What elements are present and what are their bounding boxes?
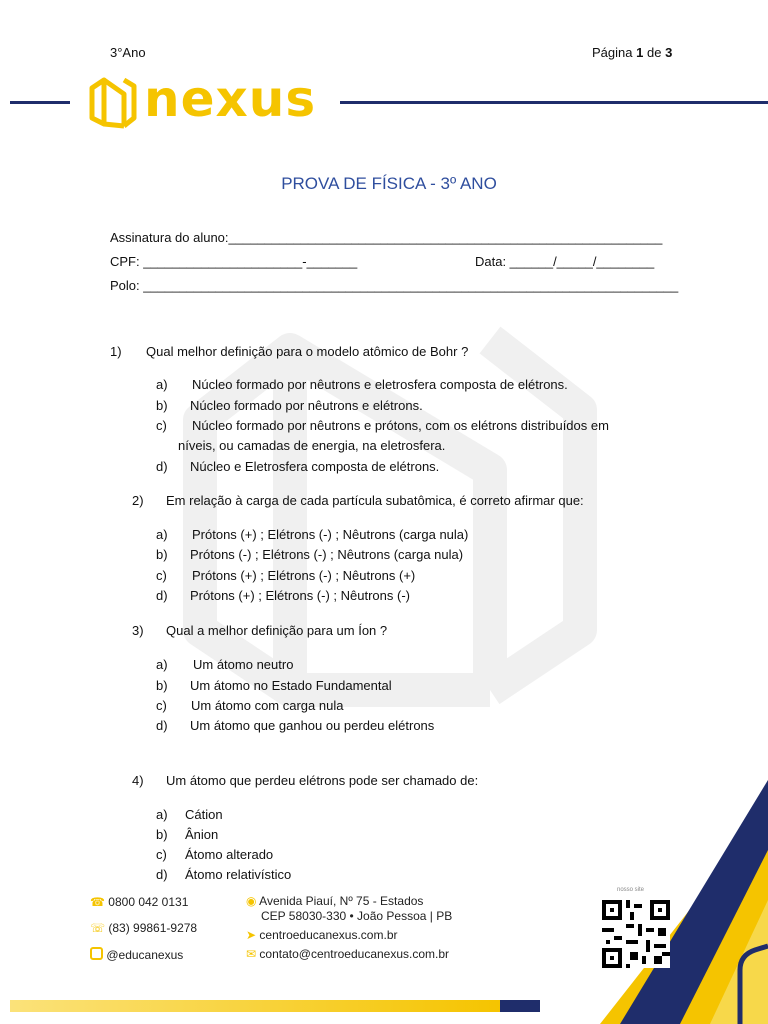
option-letter: d) [156,459,168,474]
nexus-emblem-icon [88,76,138,130]
email-contact[interactable] [246,947,449,961]
email-text: contato@centroeducanexus.com.br [259,947,450,961]
whatsapp-icon: ☏ [90,921,106,935]
option-letter: c) [156,418,167,433]
option-letter: a) [156,807,168,822]
option-letter: c) [156,847,167,862]
instagram-icon [90,947,103,960]
footer-yellow-stripe [10,1000,500,1012]
address-line-1: Avenida Piauí, Nº 75 - Estados [259,894,424,908]
option-letter: b) [156,678,168,693]
address-line-2: CEP 58030-330 • João Pessoa | PB [261,909,453,923]
option-text[interactable]: Prótons (+) ; Elétrons (-) ; Nêutrons (carga nula) [192,527,469,542]
header-line-left [10,101,70,104]
question-text: Qual melhor definição para o modelo atômico de Bohr ? [146,344,469,359]
option-text[interactable]: Ânion [185,827,219,842]
option-text[interactable]: Núcleo formado por nêutrons e elétrons. [190,398,423,413]
question-number: 3) [132,623,144,638]
option-letter: d) [156,867,168,882]
page-indicator [592,45,672,61]
option-text[interactable]: Um átomo com carga nula [191,698,344,713]
option-text[interactable]: Prótons (+) ; Elétrons (-) ; Nêutrons (+) [192,568,416,583]
page-of: de [646,45,662,60]
option-letter: a) [156,527,168,542]
option-text-continued[interactable]: níveis, ou camadas de energia, na eletrosfera. [178,438,446,453]
envelope-icon: ✉ [246,947,257,961]
question-number: 4) [132,773,144,788]
cpf-field[interactable]: CPF: ______________________-_______ [110,254,358,269]
option-letter: c) [156,568,167,583]
option-text[interactable]: Prótons (-) ; Elétrons (-) ; Nêutrons (carga nula) [190,547,464,562]
option-letter: d) [156,588,168,603]
instagram-contact[interactable] [90,947,183,962]
option-text[interactable]: Um átomo neutro [193,657,294,672]
option-letter: d) [156,718,168,733]
qr-code[interactable] [602,900,670,968]
option-letter: a) [156,377,168,392]
qr-label: nosso site [617,887,645,893]
option-text[interactable]: Cátion [185,807,223,822]
option-text[interactable]: Um átomo no Estado Fundamental [190,678,392,693]
nexus-logo [88,70,328,130]
question-number: 1) [110,344,122,359]
option-letter: b) [156,398,168,413]
question-text: Um átomo que perdeu elétrons pode ser chamado de: [166,773,479,788]
signature-field[interactable]: Assinatura do aluno:____________________________________________________________ [110,230,663,245]
option-letter: c) [156,698,167,713]
whatsapp-contact[interactable] [90,921,197,935]
instagram-text: @educanexus [106,948,184,962]
header-line-right [340,101,768,104]
option-letter: b) [156,547,168,562]
page-prefix: Página [592,45,633,60]
date-field[interactable]: Data: ______/_____/________ [475,254,655,269]
question-text: Qual a melhor definição para um Íon ? [166,623,388,638]
option-text[interactable]: Um átomo que ganhou ou perdeu elétrons [190,718,435,733]
question-number: 2) [132,493,144,508]
grade-label: 3°Ano [110,45,146,60]
address-block [246,894,423,908]
phone-text: 0800 042 0131 [108,895,189,909]
option-letter: a) [156,657,168,672]
option-text[interactable]: Núcleo e Eletrosfera composta de elétrons. [190,459,440,474]
brand-name: nexus [144,70,317,128]
phone-icon: ☎ [90,895,105,909]
phone-contact[interactable] [90,895,188,909]
option-text[interactable]: Núcleo formado por nêutrons e prótons, com os elétrons distribuídos em [192,418,609,433]
page-current: 1 [636,45,644,60]
footer-navy-stripe [500,1000,540,1012]
page-total: 3 [665,45,673,60]
location-pin-icon: ◉ [246,894,257,908]
option-text[interactable]: Átomo alterado [185,847,274,862]
website-contact[interactable] [246,928,397,942]
website-text: centroeducanexus.com.br [259,928,398,942]
option-text[interactable]: Núcleo formado por nêutrons e eletrosfera composta de elétrons. [192,377,568,392]
option-text[interactable]: Prótons (+) ; Elétrons (-) ; Nêutrons (-) [190,588,410,603]
whatsapp-text: (83) 99861-9278 [108,921,198,935]
polo-field[interactable]: Polo: __________________________________________________________________________ [110,278,679,293]
option-letter: b) [156,827,168,842]
exam-title: PROVA DE FÍSICA - 3º ANO [281,174,497,193]
option-text[interactable]: Átomo relativístico [185,867,292,882]
question-text: Em relação à carga de cada partícula subatômica, é correto afirmar que: [166,493,584,508]
cursor-icon: ➤ [246,928,257,942]
